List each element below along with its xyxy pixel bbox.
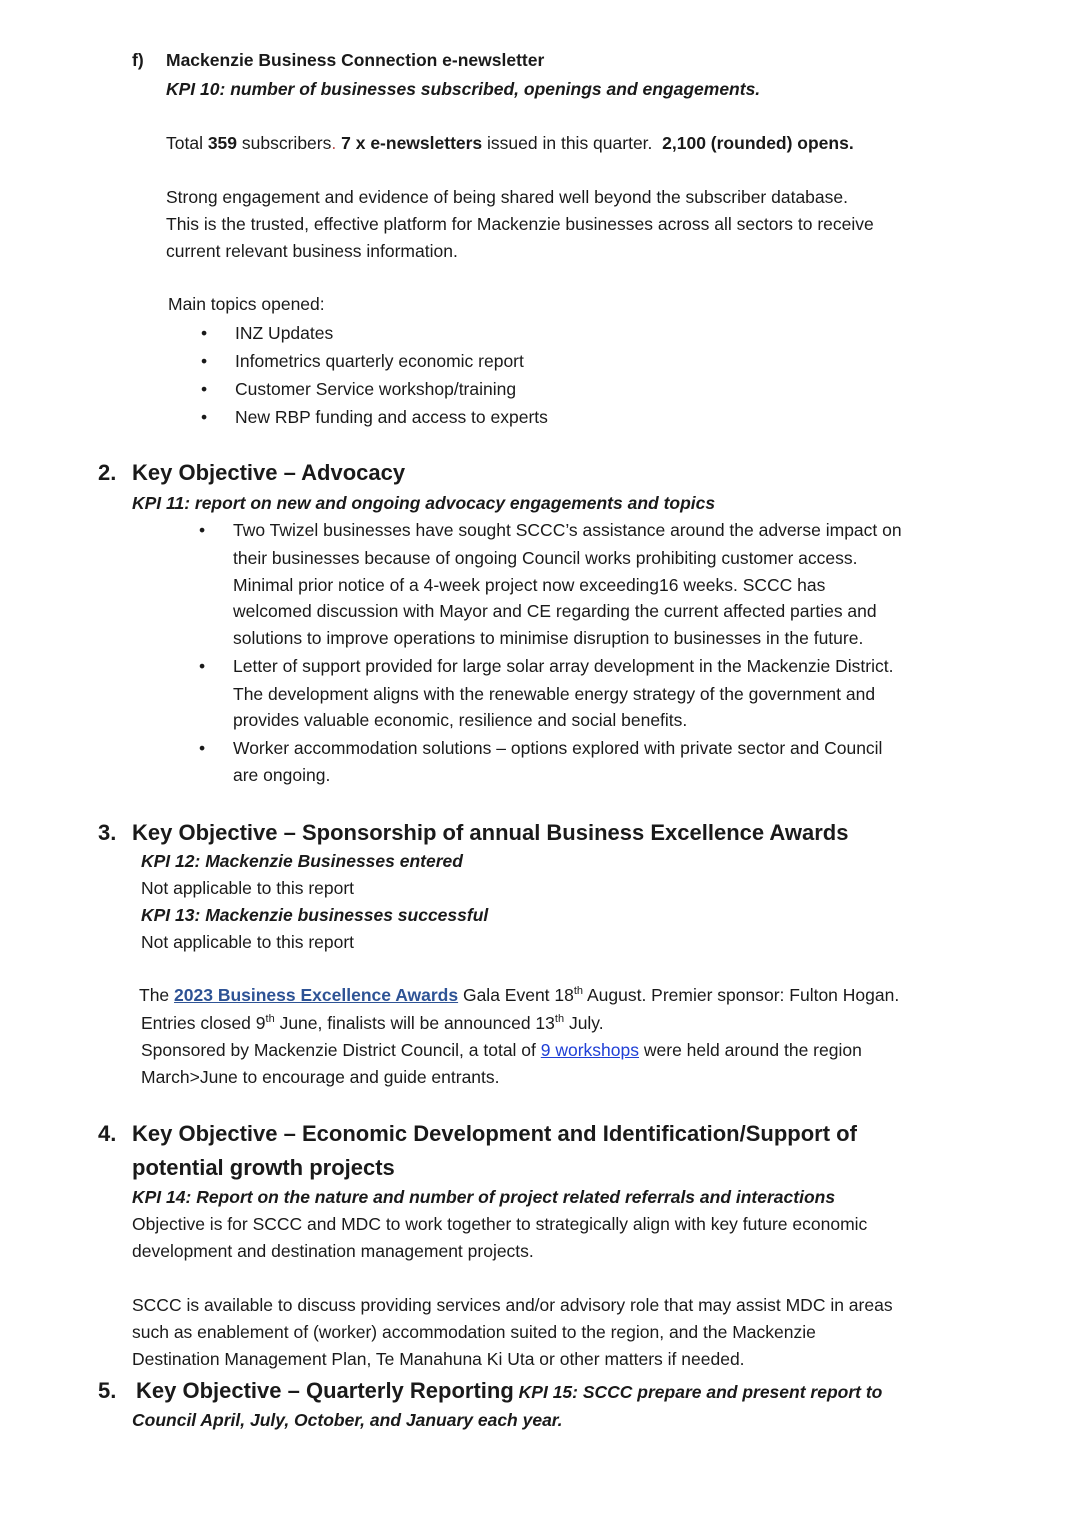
stats-suffix: subscribers xyxy=(237,133,332,153)
text-run: June, finalists will be announced 13 xyxy=(274,1013,555,1033)
list-item: Infometrics quarterly economic report xyxy=(235,351,524,371)
kpi-label: KPI 12: Mackenzie Businesses entered xyxy=(141,851,463,871)
paragraph-line: SCCC is available to discuss providing services and/or advisory role that may assist MDC in areas xyxy=(132,1295,893,1315)
list-item: Customer Service workshop/training xyxy=(235,379,517,399)
paragraph-line: such as enablement of (worker) accommodation suited to the region, and the Mackenzie xyxy=(132,1322,816,1342)
kpi-label: KPI 11: report on new and ongoing advocacy engagements and topics xyxy=(132,493,716,513)
section-number: 5. xyxy=(98,1378,117,1403)
kpi-label: KPI 15: SCCC prepare and present report to xyxy=(518,1382,883,1402)
bullet-line: welcomed discussion with Mayor and CE regarding the current affected parties and xyxy=(233,601,877,621)
bullet-icon: • xyxy=(201,407,208,427)
sponsored-line xyxy=(141,1037,862,1064)
paragraph-line: development and destination management projects. xyxy=(132,1241,534,1261)
kpi-label: KPI 13: Mackenzie businesses successful xyxy=(141,905,489,925)
awards-line xyxy=(139,982,899,1009)
bullet-icon: • xyxy=(199,656,206,676)
newsletter-count: 7 x e-newsletters xyxy=(341,133,483,153)
paragraph-line: Strong engagement and evidence of being shared well beyond the subscriber database. xyxy=(166,187,848,207)
entries-line xyxy=(141,1010,604,1037)
section-number: 4. xyxy=(98,1121,117,1146)
ordinal-suffix: th xyxy=(573,985,584,998)
opens-count: 2,100 (rounded) opens. xyxy=(662,133,854,153)
bullet-icon: • xyxy=(201,323,208,343)
stats-dot: . xyxy=(331,133,337,153)
section-heading: Key Objective – Sponsorship of annual Business Excellence Awards xyxy=(132,820,849,845)
bullet-line: The development aligns with the renewable energy strategy of the government and xyxy=(233,684,876,704)
bullet-icon: • xyxy=(201,351,208,371)
bullet-icon: • xyxy=(199,520,206,540)
paragraph-line: current relevant business information. xyxy=(166,241,458,261)
section-heading: Key Objective – Economic Development and Identification/Support of xyxy=(132,1121,857,1146)
bullet-line: Worker accommodation solutions – options explored with private sector and Council xyxy=(233,738,883,758)
bullet-line: are ongoing. xyxy=(233,765,331,785)
section-title: Mackenzie Business Connection e-newsletter xyxy=(166,50,545,70)
bullet-icon: • xyxy=(201,379,208,399)
stats-prefix: Total xyxy=(166,133,208,153)
bullet-icon: • xyxy=(199,738,206,758)
paragraph-line: This is the trusted, effective platform for Mackenzie businesses across all sectors to receive xyxy=(166,214,874,234)
paragraph-line: Not applicable to this report xyxy=(141,932,355,952)
text-run: Sponsored by Mackenzie District Council, a total of xyxy=(141,1040,541,1060)
ordinal-suffix: th xyxy=(265,1013,275,1026)
subscriber-stats xyxy=(166,130,854,157)
text-run: July. xyxy=(564,1013,604,1033)
awards-link[interactable]: 2023 Business Excellence Awards xyxy=(174,985,459,1005)
text-run: Entries closed 9 xyxy=(141,1013,266,1033)
section-heading: Key Objective – Quarterly Reporting xyxy=(136,1378,514,1403)
kpi-label-cont: Council April, July, October, and January each year. xyxy=(132,1410,563,1430)
section-marker: f) xyxy=(132,50,144,70)
section-number: 3. xyxy=(98,820,117,845)
paragraph-line: Destination Management Plan, Te Manahuna Ki Uta or other matters if needed. xyxy=(132,1349,745,1369)
section-heading-cont: potential growth projects xyxy=(132,1155,395,1180)
section-number: 2. xyxy=(98,460,117,485)
bullet-line: Two Twizel businesses have sought SCCC’s assistance around the adverse impact on xyxy=(233,520,902,540)
bullet-line: their businesses because of ongoing Council works prohibiting customer access. xyxy=(233,548,858,568)
kpi-label: KPI 14: Report on the nature and number of project related referrals and interactions xyxy=(132,1187,836,1207)
section-heading-line xyxy=(136,1374,882,1409)
paragraph-line: Not applicable to this report xyxy=(141,878,355,898)
bullet-line: Minimal prior notice of a 4-week project now exceeding16 weeks. SCCC has xyxy=(233,575,826,595)
bullet-line: Letter of support provided for large solar array development in the Mackenzie District. xyxy=(233,656,894,676)
topics-label: Main topics opened: xyxy=(168,294,325,314)
text-run: were held around the region xyxy=(639,1040,862,1060)
text-run: August. Premier sponsor: Fulton Hogan. xyxy=(583,985,900,1005)
paragraph-line: March>June to encourage and guide entrants. xyxy=(141,1067,500,1087)
text-run: Gala Event 18 xyxy=(458,985,574,1005)
list-item: New RBP funding and access to experts xyxy=(235,407,548,427)
paragraph-line: Objective is for SCCC and MDC to work together to strategically align with key future economic xyxy=(132,1214,868,1234)
section-heading: Key Objective – Advocacy xyxy=(132,460,406,485)
workshops-link[interactable]: 9 workshops xyxy=(540,1040,640,1060)
subscriber-count: 359 xyxy=(207,133,238,153)
bullet-line: provides valuable economic, resilience and social benefits. xyxy=(233,710,688,730)
stats-mid: issued in this quarter. xyxy=(482,133,663,153)
list-item: INZ Updates xyxy=(235,323,334,343)
bullet-line: solutions to improve operations to minimise disruption to businesses in the future. xyxy=(233,628,864,648)
text-run: The xyxy=(139,985,175,1005)
ordinal-suffix: th xyxy=(554,1013,565,1026)
kpi-label: KPI 10: number of businesses subscribed, openings and engagements. xyxy=(166,79,761,99)
